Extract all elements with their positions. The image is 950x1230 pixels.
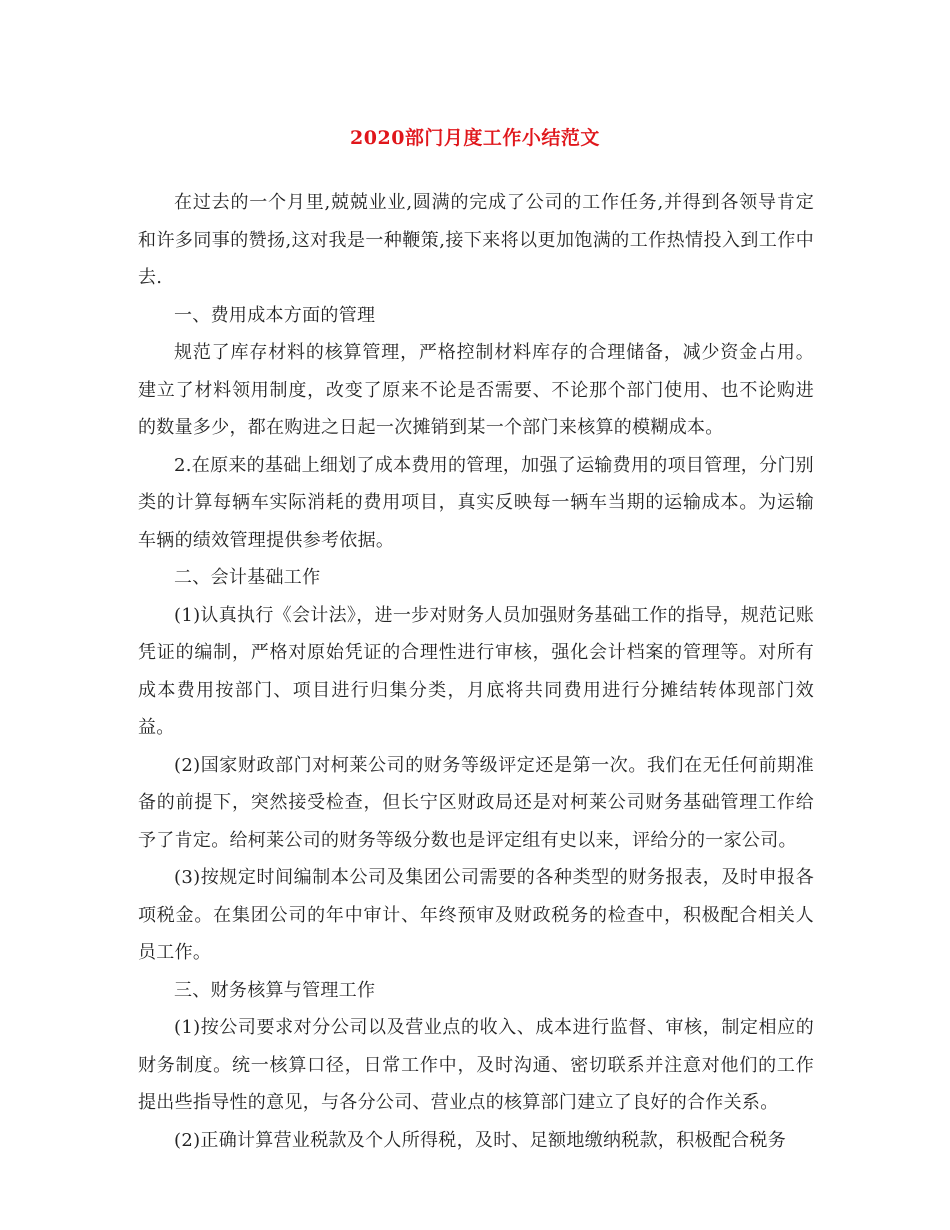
paragraph-accounting-law: (1)认真执行《会计法》，进一步对财务人员加强财务基础工作的指导，规范记账凭证的编制，严格对原始凭证的合理性进行审核，强化会计档案的管理等。对所有成本费用按部门、项目进行归集分类，月底将共同费用进行分摊结转体现部门效益。 [138,604,814,738]
paragraph-branch-supervision: (1)按公司要求对分公司以及营业点的收入、成本进行监督、审核，制定相应的财务制度。统一核算口径，日常工作中，及时沟通、密切联系并注意对他们的工作提出些指导性的意见，与各分公司、营业点的核算部门建立了良好的合作关系。 [138,1017,814,1113]
section-heading-accounting-basics: 二、会计基础工作 [174,567,321,588]
paragraph-inventory: 规范了库存材料的核算管理，严格控制材料库存的合理储备，减少资金占用。建立了材料领用制度，改变了原来不论是否需要、不论那个部门使用、也不论购进的数量多少，都在购进之日起一次摊销到某一个部门来核算的模糊成本。 [138,342,814,438]
paragraph-financial-reports: (3)按规定时间编制本公司及集团公司需要的各种类型的财务报表，及时申报各项税金。在集团公司的年中审计、年终预审及财政税务的检查中，积极配合相关人员工作。 [138,867,814,963]
paragraph-transport-cost: 2.在原来的基础上细划了成本费用的管理，加强了运输费用的项目管理，分门别类的计算每辆车实际消耗的费用项目，真实反映每一辆车当期的运输成本。为运输车辆的绩效管理提供参考依据。 [138,454,814,551]
paragraph-intro: 在过去的一个月里,兢兢业业,圆满的完成了公司的工作任务,并得到各领导肯定和许多同事的赞扬,这对我是一种鞭策,接下来将以更加饱满的工作热情投入到工作中去. [138,192,814,288]
section-heading-cost-management: 一、费用成本方面的管理 [174,304,376,326]
section-heading-financial-accounting: 三、财务核算与管理工作 [174,979,376,1001]
document-title: 2020部门月度工作小结范文 [350,127,600,149]
paragraph-finance-rating: (2)国家财政部门对柯莱公司的财务等级评定还是第一次。我们在无任何前期准备的前提下，突然接受检查，但长宁区财政局还是对柯莱公司财务基础管理工作给予了肯定。给柯莱公司的财务等级分数也是评定组有史以来，评给分的一家公司。 [138,754,814,851]
paragraph-tax: (2)正确计算营业税款及个人所得税，及时、足额地缴纳税款，积极配合税务 [174,1129,786,1151]
document-body [138,184,814,1159]
